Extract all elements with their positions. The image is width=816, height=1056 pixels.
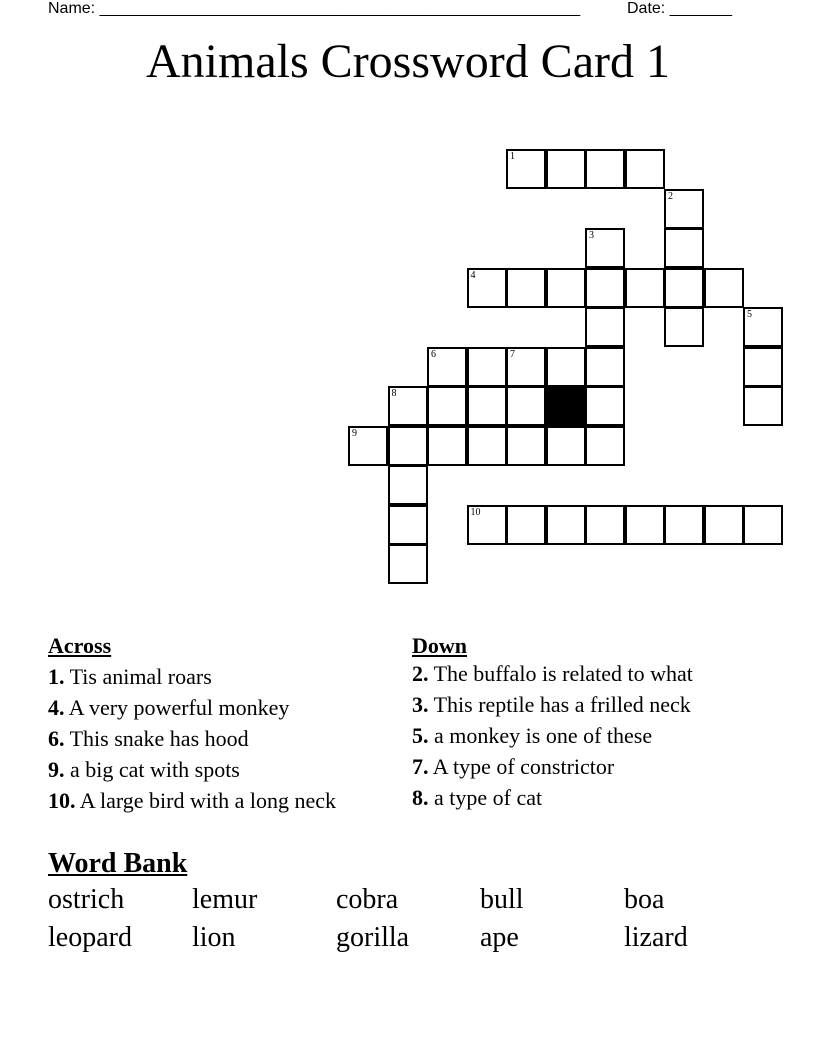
crossword-cell[interactable]: [585, 426, 625, 466]
crossword-cell[interactable]: [625, 268, 665, 308]
crossword-cell[interactable]: [388, 505, 428, 545]
crossword-cell[interactable]: [427, 386, 467, 426]
clue-text: a monkey is one of these: [428, 723, 653, 748]
clue-text: Tis animal roars: [64, 664, 212, 689]
crossword-cell[interactable]: [388, 426, 428, 466]
crossword-cell[interactable]: [743, 307, 783, 347]
crossword-cell[interactable]: [743, 386, 783, 426]
crossword-cell[interactable]: [743, 505, 783, 545]
clue-number: 1.: [48, 664, 65, 689]
across-clues: [48, 630, 398, 816]
down-clue: [412, 723, 752, 748]
word-bank-word: ostrich: [48, 884, 125, 915]
word-bank-word: lizard: [624, 922, 688, 953]
crossword-cell[interactable]: [506, 505, 546, 545]
crossword-cell[interactable]: [585, 307, 625, 347]
crossword-cell[interactable]: [506, 347, 546, 387]
word-bank-word: cobra: [336, 884, 399, 915]
clue-number-label: 8: [391, 388, 397, 399]
clue-number-label: 1: [510, 151, 515, 162]
across-clue: [48, 692, 398, 723]
crossword-cell[interactable]: [467, 347, 507, 387]
crossword-cell[interactable]: [388, 386, 428, 426]
crossword-cell[interactable]: [585, 268, 625, 308]
crossword-cell[interactable]: [506, 268, 546, 308]
down-clue: [412, 692, 752, 717]
crossword-cell[interactable]: [388, 544, 428, 584]
date-field-label: Date: _______: [627, 0, 732, 17]
page-title: Animals Crossword Card 1: [146, 35, 670, 88]
crossword-cell[interactable]: [546, 505, 586, 545]
crossword-cell[interactable]: [506, 386, 546, 426]
crossword-cell[interactable]: [427, 426, 467, 466]
word-bank-word: lemur: [192, 884, 258, 915]
crossword-cell[interactable]: [427, 347, 467, 387]
down-clue: [412, 754, 752, 779]
clue-number-label: 9: [352, 427, 357, 439]
crossword-cell[interactable]: [546, 268, 586, 308]
crossword-cell[interactable]: [664, 189, 704, 229]
crossword-cell[interactable]: [585, 347, 625, 387]
word-bank-word: gorilla: [336, 922, 410, 953]
clue-number: 3.: [412, 692, 429, 717]
across-clue: [48, 754, 398, 785]
word-bank-heading: Word Bank: [48, 848, 188, 879]
clue-number-label: 10: [470, 506, 481, 518]
crossword-cell[interactable]: [506, 149, 546, 189]
clue-number-label: 6: [431, 348, 436, 360]
word-bank-word: bull: [480, 884, 524, 915]
word-bank-word: ape: [480, 922, 519, 953]
across-clue: [48, 785, 398, 816]
across-heading: Across: [48, 633, 112, 658]
across-clue: [48, 723, 398, 754]
clue-text: a big cat with spots: [64, 757, 240, 782]
clue-number-label: 3: [589, 230, 594, 241]
crossword-cell[interactable]: [467, 426, 507, 466]
clue-number-label: 2: [668, 190, 673, 202]
clue-number: 8.: [412, 785, 429, 810]
clue-number-label: 7: [510, 348, 515, 360]
crossword-cell[interactable]: [664, 268, 704, 308]
clue-number: 7.: [412, 754, 429, 779]
clue-number: 2.: [412, 661, 429, 686]
down-clue: [412, 661, 752, 686]
clue-text: The buffalo is related to what: [428, 661, 693, 686]
crossword-cell[interactable]: [664, 228, 704, 268]
crossword-cell[interactable]: [467, 386, 507, 426]
crossword-cell[interactable]: [625, 505, 665, 545]
clue-number-label: 5: [747, 309, 752, 320]
clue-text: A large bird with a long neck: [75, 788, 336, 813]
crossword-cell[interactable]: [664, 505, 704, 545]
crossword-cell[interactable]: [625, 149, 665, 189]
clue-text: A type of constrictor: [428, 754, 615, 779]
word-bank-word: lion: [192, 922, 236, 953]
clue-number-label: 4: [470, 269, 476, 281]
clue-number: 9.: [48, 757, 65, 782]
crossword-cell[interactable]: [585, 149, 625, 189]
crossword-black-cell: [546, 386, 586, 426]
down-clue: [412, 785, 752, 810]
crossword-cell[interactable]: [506, 426, 546, 466]
crossword-cell[interactable]: [704, 268, 744, 308]
clue-number: 4.: [48, 695, 65, 720]
crossword-cell[interactable]: [388, 465, 428, 505]
crossword-cell[interactable]: [348, 426, 388, 466]
word-bank-word: leopard: [48, 922, 132, 953]
crossword-cell[interactable]: [664, 307, 704, 347]
across-clue: [48, 661, 398, 692]
name-field-label: Name: ______________________________________________________: [48, 0, 581, 17]
down-heading: Down: [412, 633, 468, 658]
crossword-cell[interactable]: [704, 505, 744, 545]
crossword-cell[interactable]: [467, 505, 507, 545]
clue-number: 10.: [48, 788, 76, 813]
crossword-cell[interactable]: [585, 228, 625, 268]
crossword-cell[interactable]: [585, 386, 625, 426]
down-clues: [412, 630, 752, 816]
crossword-cell[interactable]: [585, 505, 625, 545]
clue-number: 6.: [48, 726, 65, 751]
clue-text: This snake has hood: [64, 726, 249, 751]
crossword-cell[interactable]: [546, 149, 586, 189]
crossword-cell[interactable]: [743, 347, 783, 387]
clue-text: a type of cat: [428, 785, 543, 810]
clue-number: 5.: [412, 723, 429, 748]
clue-text: This reptile has a frilled neck: [428, 692, 691, 717]
clue-text: A very powerful monkey: [64, 695, 290, 720]
word-bank-word: boa: [624, 884, 665, 915]
crossword-cell[interactable]: [546, 426, 586, 466]
crossword-cell[interactable]: [467, 268, 507, 308]
crossword-cell[interactable]: [546, 347, 586, 387]
